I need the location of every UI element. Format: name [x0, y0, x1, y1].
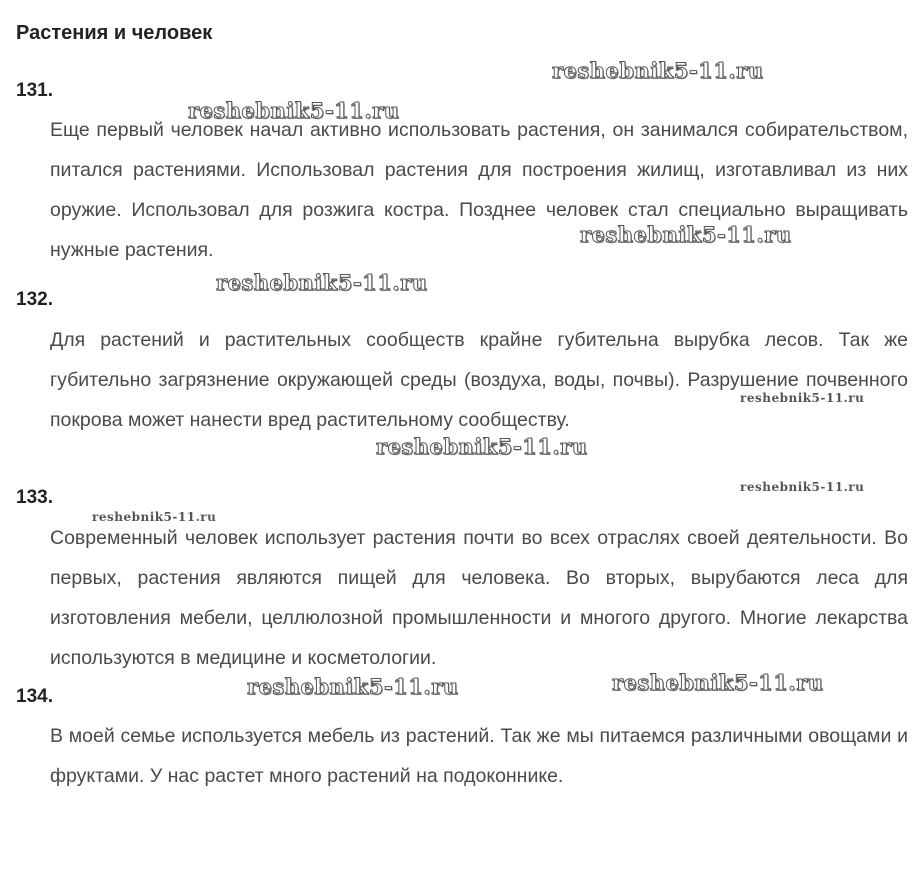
task-number-132: 132.	[16, 289, 53, 310]
task-number-133: 133.	[16, 487, 53, 508]
watermark: reshebnik5-11.ru	[740, 391, 865, 405]
task-answer-134: В моей семье используется мебель из растений. Так же мы питаемся различными овощами и фруктами. У нас растет много растений на подоконнике.	[50, 725, 908, 787]
watermark: reshebnik5-11.ru	[740, 480, 865, 494]
page-title: Растения и человек	[16, 22, 213, 44]
watermark: reshebnik5-11.ru	[612, 670, 824, 695]
watermark: reshebnik5-11.ru	[188, 98, 400, 123]
watermark: reshebnik5-11.ru	[216, 270, 428, 295]
watermark: reshebnik5-11.ru	[247, 674, 459, 699]
task-answer-131: Еще первый человек начал активно использовать растения, он занимался собирательством, питался растениями. Использовал растения для построения жилищ, изготавливал из них оружие. Использовал для розжига костра. Позднее человек стал специально выращивать нужные растения.	[50, 119, 908, 261]
task-answer-133: Современный человек использует растения почти во всех отраслях своей деятельности. Во первых, растения являются пищей для человека. Во вторых, вырубаются леса для изготовления мебели, целлюлозной промышленности и многого другого. Многие лекарства используются в медицине и косметологии.	[50, 527, 908, 669]
task-answer-132: Для растений и растительных сообществ крайне губительна вырубка лесов. Так же губительно загрязнение окружающей среды (воздуха, воды, почвы). Разрушение почвенного покрова может нанести вред растительному сообществу.	[50, 329, 908, 431]
watermark: reshebnik5-11.ru	[552, 58, 764, 83]
watermark: reshebnik5-11.ru	[92, 510, 217, 524]
task-number-134: 134.	[16, 686, 53, 707]
watermark: reshebnik5-11.ru	[376, 434, 588, 459]
watermark: reshebnik5-11.ru	[580, 222, 792, 247]
task-number-131: 131.	[16, 80, 53, 101]
